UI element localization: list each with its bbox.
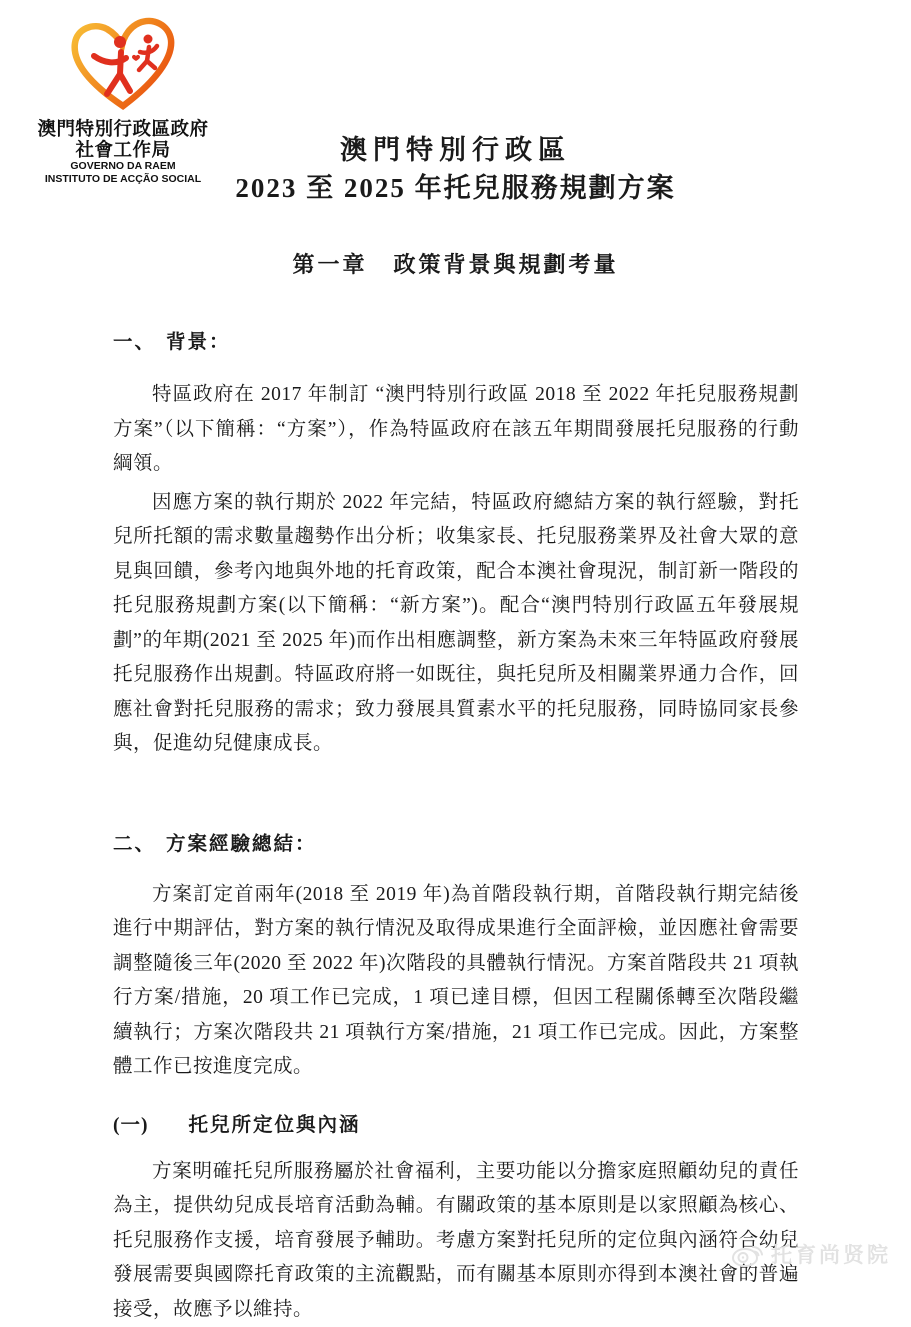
watermark — [731, 1239, 891, 1269]
document-title-line1: 澳門特別行政區 — [0, 133, 911, 167]
ias-heart-logo-icon — [60, 12, 186, 114]
document-body — [113, 322, 799, 1327]
watermark-text: 托育尚贤院 — [771, 1239, 891, 1269]
document-title-line2: 2023 至 2025 年托兒服務規劃方案 — [0, 169, 911, 207]
paragraph: 方案訂定首兩年(2018 至 2019 年)為首階段執行期，首階段執行期完結後進行中期評估，對方案的執行情況及取得成果進行全面評檢，並因應社會需要調整隨後三年(2020 至 2022 年)次階段的具體執行情況。方案首階段共 21 項執行方案/措施，20 項工作已完成，1 項已達目標，但因工程關係轉至次階段繼續執行；方案次階段共 21 項執行方案/措施，21 項工作已完成。因此，方案整體工作已按進度完成。 — [113, 878, 799, 1085]
section-label: 背景： — [166, 332, 231, 353]
paragraph: 因應方案的執行期於 2022 年完結，特區政府總結方案的執行經驗，對托兒所托額的需求數量趨勢作出分析；收集家長、托兒服務業界及社會大眾的意見與回饋，參考內地與外地的托育政策，配合本澳社會現況，制訂新一階段的托兒服務規劃方案(以下簡稱：“新方案”)。配合“澳門特別行政區五年發展規劃”的年期(2021 至 2025 年)而作出相應調整，新方案為未來三年特區政府發展托兒服務作出規劃。特區政府將一如既往，與托兒所及相關業界通力合作，回應社會對托兒服務的需求；致力發展具質素水平的托兒服務，同時協同家長參與，促進幼兒健康成長。 — [113, 486, 799, 762]
subsection-title: 托兒所定位與內涵 — [189, 1115, 361, 1136]
org-name-portuguese-line2: INSTITUTO DE ACÇÃO SOCIAL — [28, 173, 218, 186]
chapter-heading — [0, 248, 911, 279]
chapter-title: 政策背景與規劃考量 — [394, 252, 619, 277]
section-heading-plan-experience-summary — [113, 828, 799, 856]
paragraph: 特區政府在 2017 年制訂 “澳門特別行政區 2018 至 2022 年托兒服務規劃方案”（以下簡稱：“方案”），作為特區政府在該五年期間發展托兒服務的行動綱領。 — [113, 378, 799, 482]
org-name-chinese-line2: 社會工作局 — [28, 139, 218, 160]
org-name-chinese-line1: 澳門特別行政區政府 — [28, 118, 218, 139]
document-title — [0, 133, 911, 207]
section-number: 一、 — [113, 332, 156, 353]
chapter-number: 第一章 — [292, 252, 367, 277]
section-number: 二、 — [113, 834, 156, 855]
paragraph: 方案明確托兒所服務屬於社會福利，主要功能以分擔家庭照顧幼兒的責任為主，提供幼兒成長培育活動為輔。有關政策的基本原則是以家照顧為核心、托兒服務作支援，培育發展予輔助。考慮方案對托兒所的定位與內涵符合幼兒發展需要與國際托育政策的主流觀點，而有關基本原則亦得到本澳社會的普遍接受，故應予以維持。 — [113, 1155, 799, 1327]
subsection-heading-nursery-positioning — [113, 1109, 799, 1137]
subsection-number: (一) — [113, 1115, 149, 1136]
section-heading-background — [113, 326, 799, 354]
org-name-portuguese-line1: GOVERNO DA RAEM — [28, 160, 218, 173]
section-label: 方案經驗總結： — [166, 834, 317, 855]
weibo-icon — [731, 1240, 765, 1268]
